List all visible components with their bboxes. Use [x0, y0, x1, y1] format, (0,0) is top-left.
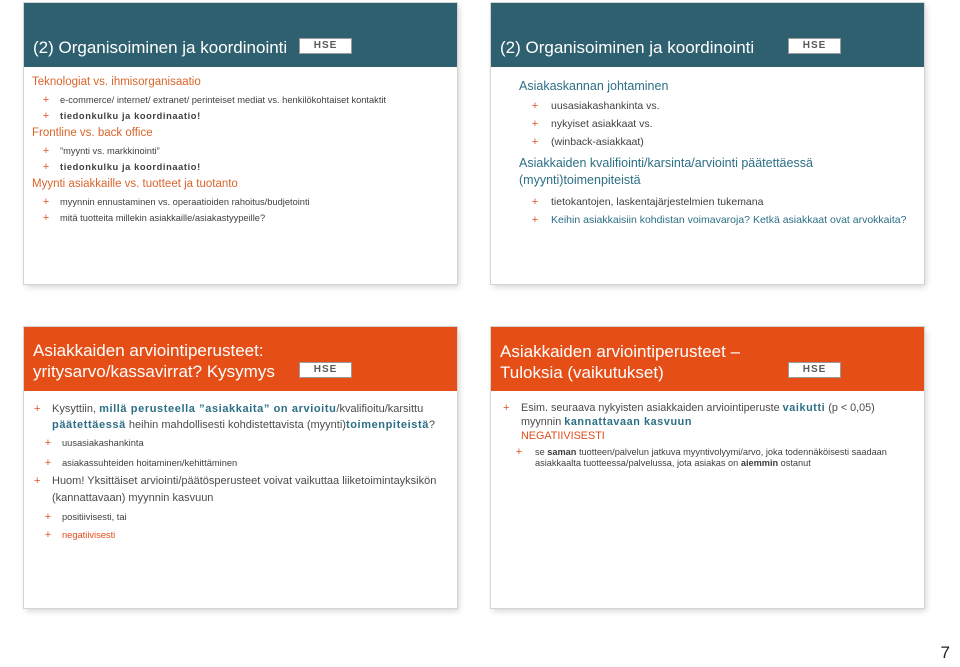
- slide-3-bullet-2: + Huom! Yksittäiset arviointi/päätösperusteet voivat vaikuttaa liiketoimintayksikön (kannattavaan) myynnin kasvuun: [34, 475, 437, 504]
- slide-2-content: [519, 78, 916, 231]
- plus-bullet-icon: +: [44, 529, 52, 541]
- slide-3: [24, 327, 457, 608]
- plus-bullet-icon: +: [531, 100, 539, 112]
- slide-2: [491, 3, 924, 284]
- plus-bullet-icon: +: [44, 511, 52, 523]
- plus-bullet-icon: +: [42, 94, 50, 106]
- slide-3-content: [34, 401, 449, 545]
- slide-1-item: + myynnin ennustaminen vs. operaatioiden rahoitus/budjetointi: [32, 196, 449, 208]
- slide-1-heading-1: Teknologiat vs. ihmisorganisaatio: [32, 76, 201, 88]
- slide-4-content: [503, 401, 910, 473]
- slide-4-sub-item: + se saman tuotteen/palvelun jatkuva myyntivolyymi/arvo, joka todennäköisesti saadaan asiakkaalta tuotteessa/palvelussa, jota asiakas on aiemmin ostanut: [503, 447, 910, 469]
- slide-2-item: + (winback-asiakkaat): [519, 135, 916, 149]
- slide-2-item: + tietokantojen, laskentajärjestelmien tukemana: [519, 195, 916, 209]
- plus-bullet-icon: +: [531, 118, 539, 130]
- slide-1-item: + tiedonkulku ja koordinaatio!: [32, 110, 449, 122]
- plus-bullet-icon: +: [42, 212, 50, 224]
- slide-1-title: (2) Organisoiminen ja koordinointi: [33, 38, 288, 57]
- slide-4-title-line-1: Asiakkaiden arviointiperusteet –: [500, 342, 741, 361]
- slide-2-item: + nykyiset asiakkaat vs.: [519, 117, 916, 131]
- slide-2-title: (2) Organisoiminen ja koordinointi: [500, 38, 755, 57]
- slide-4: [491, 327, 924, 608]
- slide-2-item: + uusasiakashankinta vs.: [519, 99, 916, 113]
- slide-2-item: + Keihin asiakkaisiin kohdistan voimavaroja? Ketkä asiakkaat ovat arvokkaita?: [519, 213, 916, 227]
- plus-bullet-icon: +: [42, 196, 50, 208]
- slide-4-title-line-2: Tuloksia (vaikutukset): [500, 363, 664, 382]
- plus-bullet-icon: +: [531, 196, 539, 208]
- plus-bullet-icon: +: [515, 446, 523, 458]
- plus-bullet-icon: +: [34, 475, 41, 487]
- slide-1-heading-3: Myynti asiakkaille vs. tuotteet ja tuotanto: [32, 178, 238, 190]
- slide-1-item: + mitä tuotteita millekin asiakkaille/asiakastyypeille?: [32, 212, 449, 224]
- slide-1-header: [24, 3, 457, 67]
- plus-bullet-icon: +: [42, 161, 50, 173]
- plus-bullet-icon: +: [44, 457, 52, 469]
- plus-bullet-icon: +: [503, 402, 510, 414]
- slide-1: [24, 3, 457, 284]
- hse-logo: HSE: [788, 38, 841, 54]
- slide-2-heading-1: Asiakaskannan johtaminen: [519, 79, 669, 93]
- slide-3-item: + uusasiakashankinta: [34, 437, 449, 449]
- slide-1-content: [32, 75, 449, 228]
- hse-logo: HSE: [788, 362, 841, 378]
- slide-3-bullet-1: + Kysyttiin, millä perusteella ”asiakkaita” on arvioitu/kvalifioitu/karsittu päätettäessä heihin mahdollisesti kohdistettavista (myynti)toimenpiteistä?: [34, 403, 436, 431]
- slide-3-title: Asiakkaiden arviointiperusteet: yritysarvo/kassavirrat? Kysymys: [33, 341, 275, 381]
- slide-2-header: [491, 3, 924, 67]
- plus-bullet-icon: +: [42, 145, 50, 157]
- slide-1-item: + tiedonkulku ja koordinaatio!: [32, 161, 449, 173]
- plus-bullet-icon: +: [44, 437, 52, 449]
- slide-3-item: + asiakassuhteiden hoitaminen/kehittäminen: [34, 457, 449, 469]
- slide-1-item: + e-commerce/ internet/ extranet/ perinteiset mediat vs. henkilökohtaiset kontaktit: [32, 94, 449, 106]
- slide-3-item: + positiivisesti, tai: [34, 511, 449, 523]
- slide-4-bullet-1: + Esim. seuraava nykyisten asiakkaiden arviointiperuste vaikutti (p < 0,05) myynnin kannattavaan kasvuun NEGATIIVISESTI: [503, 402, 875, 442]
- slide-1-item: + ”myynti vs. markkinointi”: [32, 145, 449, 157]
- slide-4-header: [491, 327, 924, 391]
- plus-bullet-icon: +: [531, 136, 539, 148]
- slide-1-heading-2: Frontline vs. back office: [32, 127, 153, 139]
- hse-logo: HSE: [299, 362, 352, 378]
- slide-2-heading-2: Asiakkaiden kvalifiointi/karsinta/arviointi päätettäessä (myynti)toimenpiteistä: [519, 156, 813, 187]
- plus-bullet-icon: +: [42, 110, 50, 122]
- slide-3-item: + negatiivisesti: [34, 529, 449, 541]
- hse-logo: HSE: [299, 38, 352, 54]
- plus-bullet-icon: +: [531, 214, 539, 226]
- slide-3-header: [24, 327, 457, 391]
- page-number: 7: [940, 643, 950, 662]
- plus-bullet-icon: +: [34, 403, 41, 415]
